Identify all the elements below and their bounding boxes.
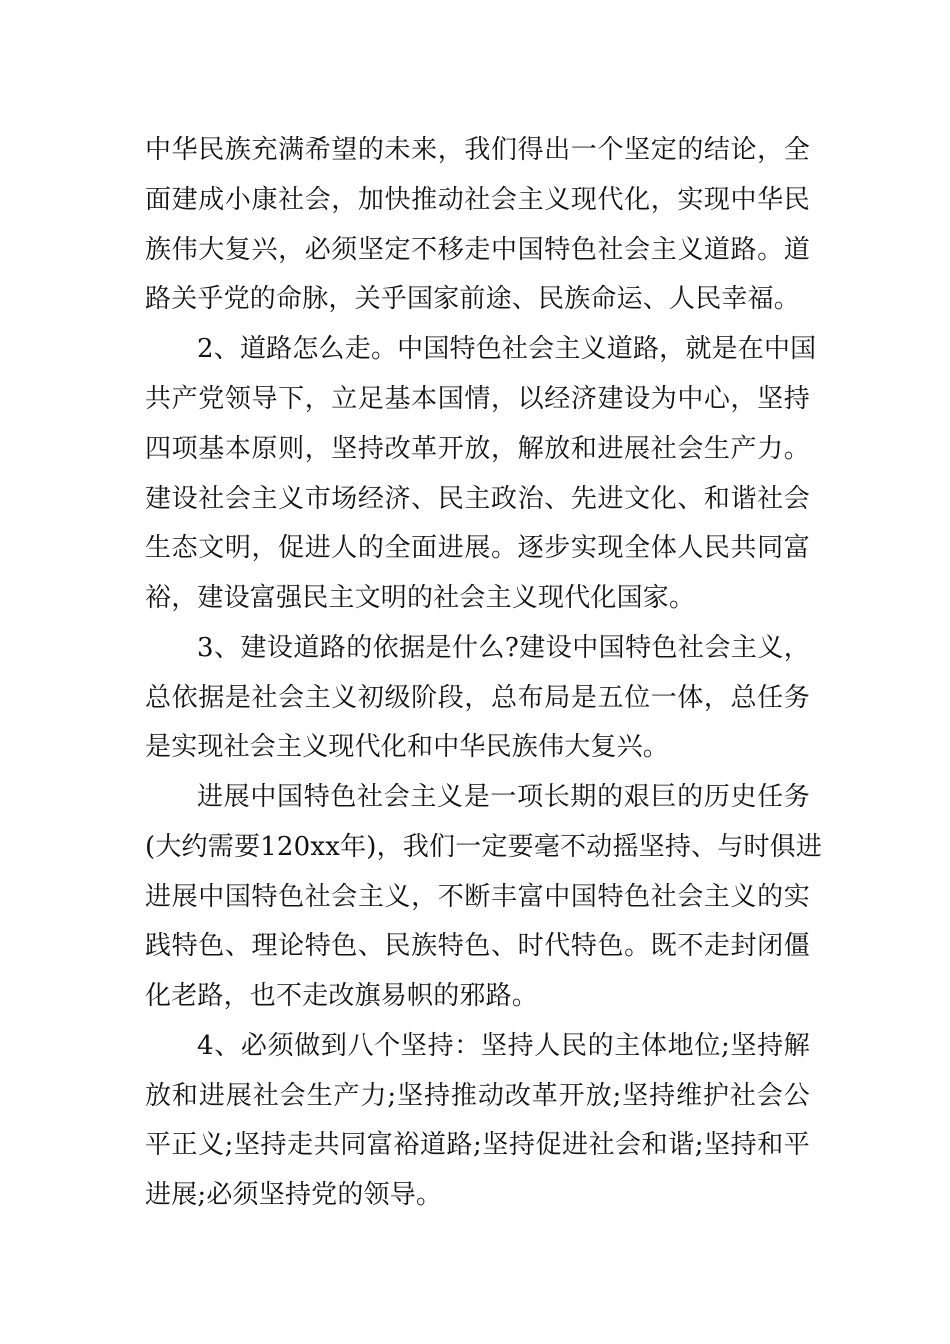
- text-line: 生态文明，促进人的全面进展。逐步实现全体人民共同富: [145, 533, 810, 563]
- text-line: 进展中国特色社会主义，不断丰富中国特色社会主义的实: [145, 882, 810, 912]
- text-line: 面建成小康社会，加快推动社会主义现代化，实现中华民: [145, 185, 810, 215]
- paragraph-first-line: 3、建设道路的依据是什么?建设中国特色社会主义，: [197, 633, 810, 663]
- text-line: 践特色、理论特色、民族特色、时代特色。既不走封闭僵: [145, 931, 810, 961]
- text-line: 族伟大复兴，必须坚定不移走中国特色社会主义道路。道: [145, 235, 810, 265]
- paragraph-first-line: 4、必须做到八个坚持：坚持人民的主体地位;坚持解: [197, 1031, 810, 1061]
- text-line: 共产党领导下，立足基本国情，以经济建设为中心，坚持: [145, 384, 810, 414]
- paragraph-first-line: 进展中国特色社会主义是一项长期的艰巨的历史任务: [197, 782, 810, 812]
- text-line: 路关乎党的命脉，关乎国家前途、民族命运、人民幸福。: [145, 284, 801, 314]
- text-line: 裕，建设富强民主文明的社会主义现代化国家。: [145, 583, 696, 613]
- text-line: 进展;必须坚持党的领导。: [145, 1180, 443, 1210]
- text-line: 中华民族充满希望的未来，我们得出一个坚定的结论，全: [145, 135, 810, 165]
- paragraph-first-line: 2、道路怎么走。中国特色社会主义道路，就是在中国: [197, 334, 817, 364]
- text-line: 是实现社会主义现代化和中华民族伟大复兴。: [145, 732, 670, 762]
- text-line: 放和进展社会生产力;坚持推动改革开放;坚持维护社会公: [145, 1081, 810, 1111]
- text-line: 平正义;坚持走共同富裕道路;坚持促进社会和谐;坚持和平: [145, 1130, 810, 1160]
- text-line: 四项基本原则，坚持改革开放，解放和进展社会生产力。: [145, 434, 810, 464]
- text-line: (大约需要120xx年)，我们一定要毫不动摇坚持、与时俱进: [145, 832, 823, 862]
- text-line: 化老路，也不走改旗易帜的邪路。: [145, 981, 539, 1011]
- text-line: 建设社会主义市场经济、民主政治、先进文化、和谐社会: [145, 484, 810, 514]
- text-line: 总依据是社会主义初级阶段，总布局是五位一体，总任务: [145, 683, 810, 713]
